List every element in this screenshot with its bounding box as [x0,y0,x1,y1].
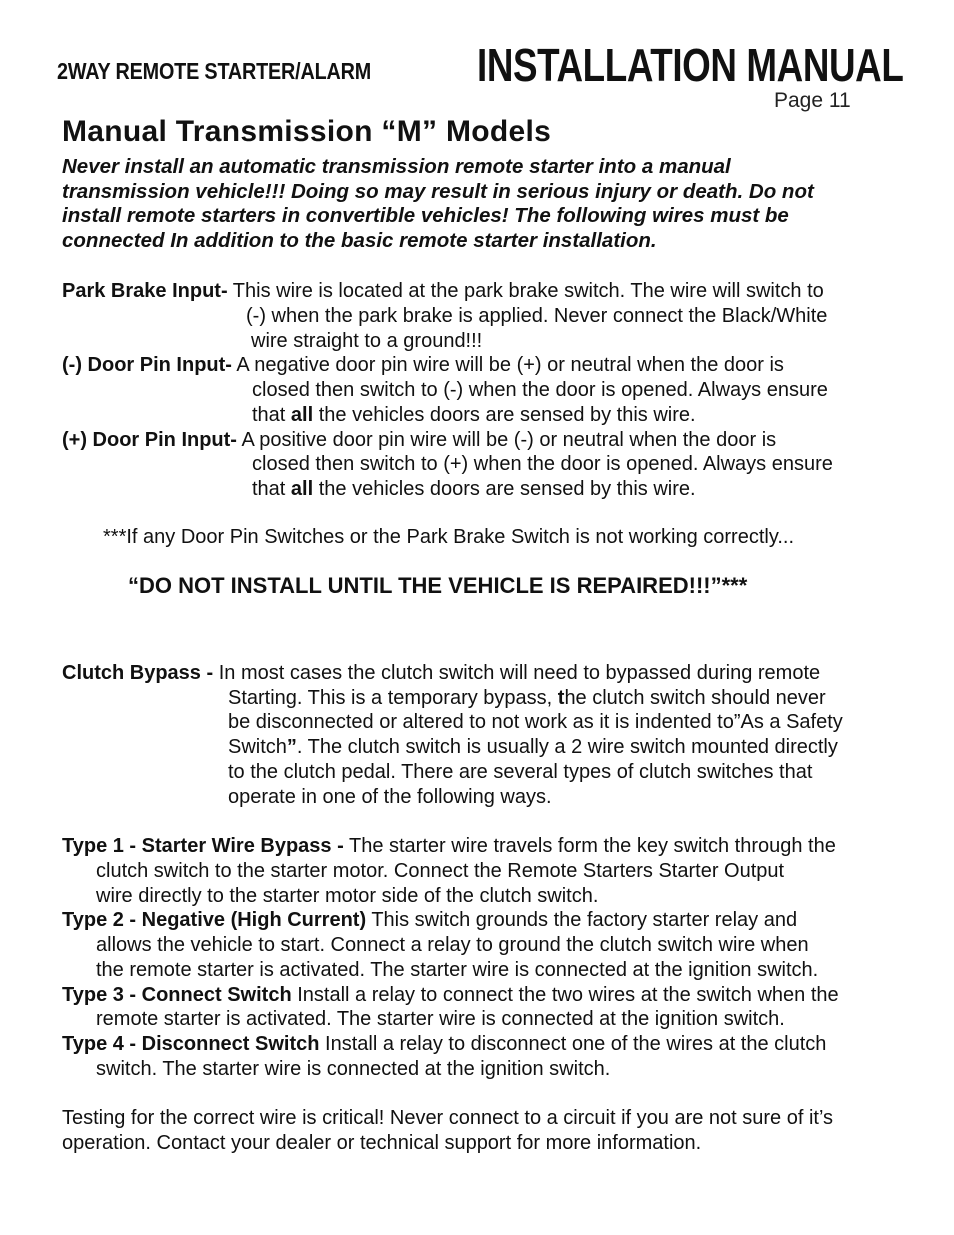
section-title: Manual Transmission “M” Models [62,115,552,148]
closing-text: operation. Contact your dealer or technical support for more information. [62,1132,702,1154]
pos-door-pin-text: A positive door pin wire will be (-) or neutral when the door is [236,429,777,451]
type-1-label: Type 1 - Starter Wire Bypass - [62,835,344,857]
clutch-bypass-text: be disconnected or altered to not work as it is indented to”As a Safety [228,711,843,733]
clutch-bypass-text: In most cases the clutch switch will need to bypassed during remote [213,662,821,684]
pos-door-pin-item [62,428,776,453]
pos-door-pin-label: (+) Door Pin Input- [62,429,237,451]
neg-door-pin-text: that all the vehicles doors are sensed by this wire. [252,404,696,426]
type-1-text: clutch switch to the starter motor. Connect the Remote Starters Starter Output [96,860,785,882]
warning-line: transmission vehicle!!! Doing so may result in serious injury or death. Do not [62,179,814,203]
repair-warning: “DO NOT INSTALL UNTIL THE VEHICLE IS REPAIRED!!!”*** [128,573,748,598]
type-2-item: Type 2 - Negative (High Current) This switch grounds the factory starter relay and [62,909,798,931]
park-brake-text: This wire is located at the park brake switch. The wire will switch to [227,280,824,302]
warning-line: Never install an automatic transmission remote starter into a manual [62,155,731,178]
park-brake-item [62,279,824,304]
neg-door-pin-text: A negative door pin wire will be (+) or neutral when the door is [231,354,784,376]
neg-door-pin-item [62,353,784,378]
closing-text: Testing for the correct wire is critical! Never connect to a circuit if you are not sure of it’s [62,1107,834,1129]
neg-door-pin-label: (-) Door Pin Input- [62,354,232,376]
page-number: Page 11 [774,89,851,112]
header-product-name: 2WAY REMOTE STARTER/ALARM [57,58,372,84]
type-3-label: Type 3 - Connect Switch [62,984,292,1006]
type-4-text: switch. The starter wire is connected at the ignition switch. [96,1058,611,1080]
clutch-bypass-item [62,661,820,686]
park-brake-text: (-) when the park brake is applied. Never connect the Black/White [246,305,828,327]
pos-door-pin-text: that all the vehicles doors are sensed by this wire. [252,478,696,500]
type-3-text: remote starter is activated. The starter wire is connected at the ignition switch. [96,1008,785,1030]
clutch-bypass-text: operate in one of the following ways. [228,786,552,808]
warning-paragraph [62,155,902,253]
type-4-item: Type 4 - Disconnect Switch Install a relay to disconnect one of the wires at the clutch [62,1033,827,1055]
clutch-bypass-text: to the clutch pedal. There are several types of clutch switches that [228,761,813,783]
clutch-bypass-text: Switch”. The clutch switch is usually a 2 wire switch mounted directly [228,736,838,758]
park-brake-label: Park Brake Input- [62,280,228,302]
warning-line: connected In addition to the basic remote starter installation. [62,228,657,252]
type-1-item: Type 1 - Starter Wire Bypass - The starter wire travels form the key switch through the [62,835,836,857]
door-switch-note: ***If any Door Pin Switches or the Park Brake Switch is not working correctly... [103,526,795,548]
header-manual-title: INSTALLATION MANUAL [477,39,904,91]
pos-door-pin-text: closed then switch to (+) when the door is opened. Always ensure [252,453,833,475]
park-brake-text: wire straight to a ground!!! [251,330,483,352]
clutch-bypass-text: Starting. This is a temporary bypass, the clutch switch should never [228,687,826,709]
type-3-item: Type 3 - Connect Switch Install a relay to connect the two wires at the switch when the [62,984,839,1006]
type-2-text: allows the vehicle to start. Connect a relay to ground the clutch switch wire when [96,934,809,956]
neg-door-pin-text: closed then switch to (-) when the door is opened. Always ensure [252,379,828,401]
type-1-text: wire directly to the starter motor side of the clutch switch. [96,885,599,907]
type-2-label: Type 2 - Negative (High Current) [62,909,367,931]
warning-line: install remote starters in convertible vehicles! The following wires must be [62,204,789,228]
clutch-bypass-label: Clutch Bypass - [62,662,214,684]
type-2-text: the remote starter is activated. The starter wire is connected at the ignition switch. [96,959,819,981]
type-4-label: Type 4 - Disconnect Switch [62,1033,320,1055]
